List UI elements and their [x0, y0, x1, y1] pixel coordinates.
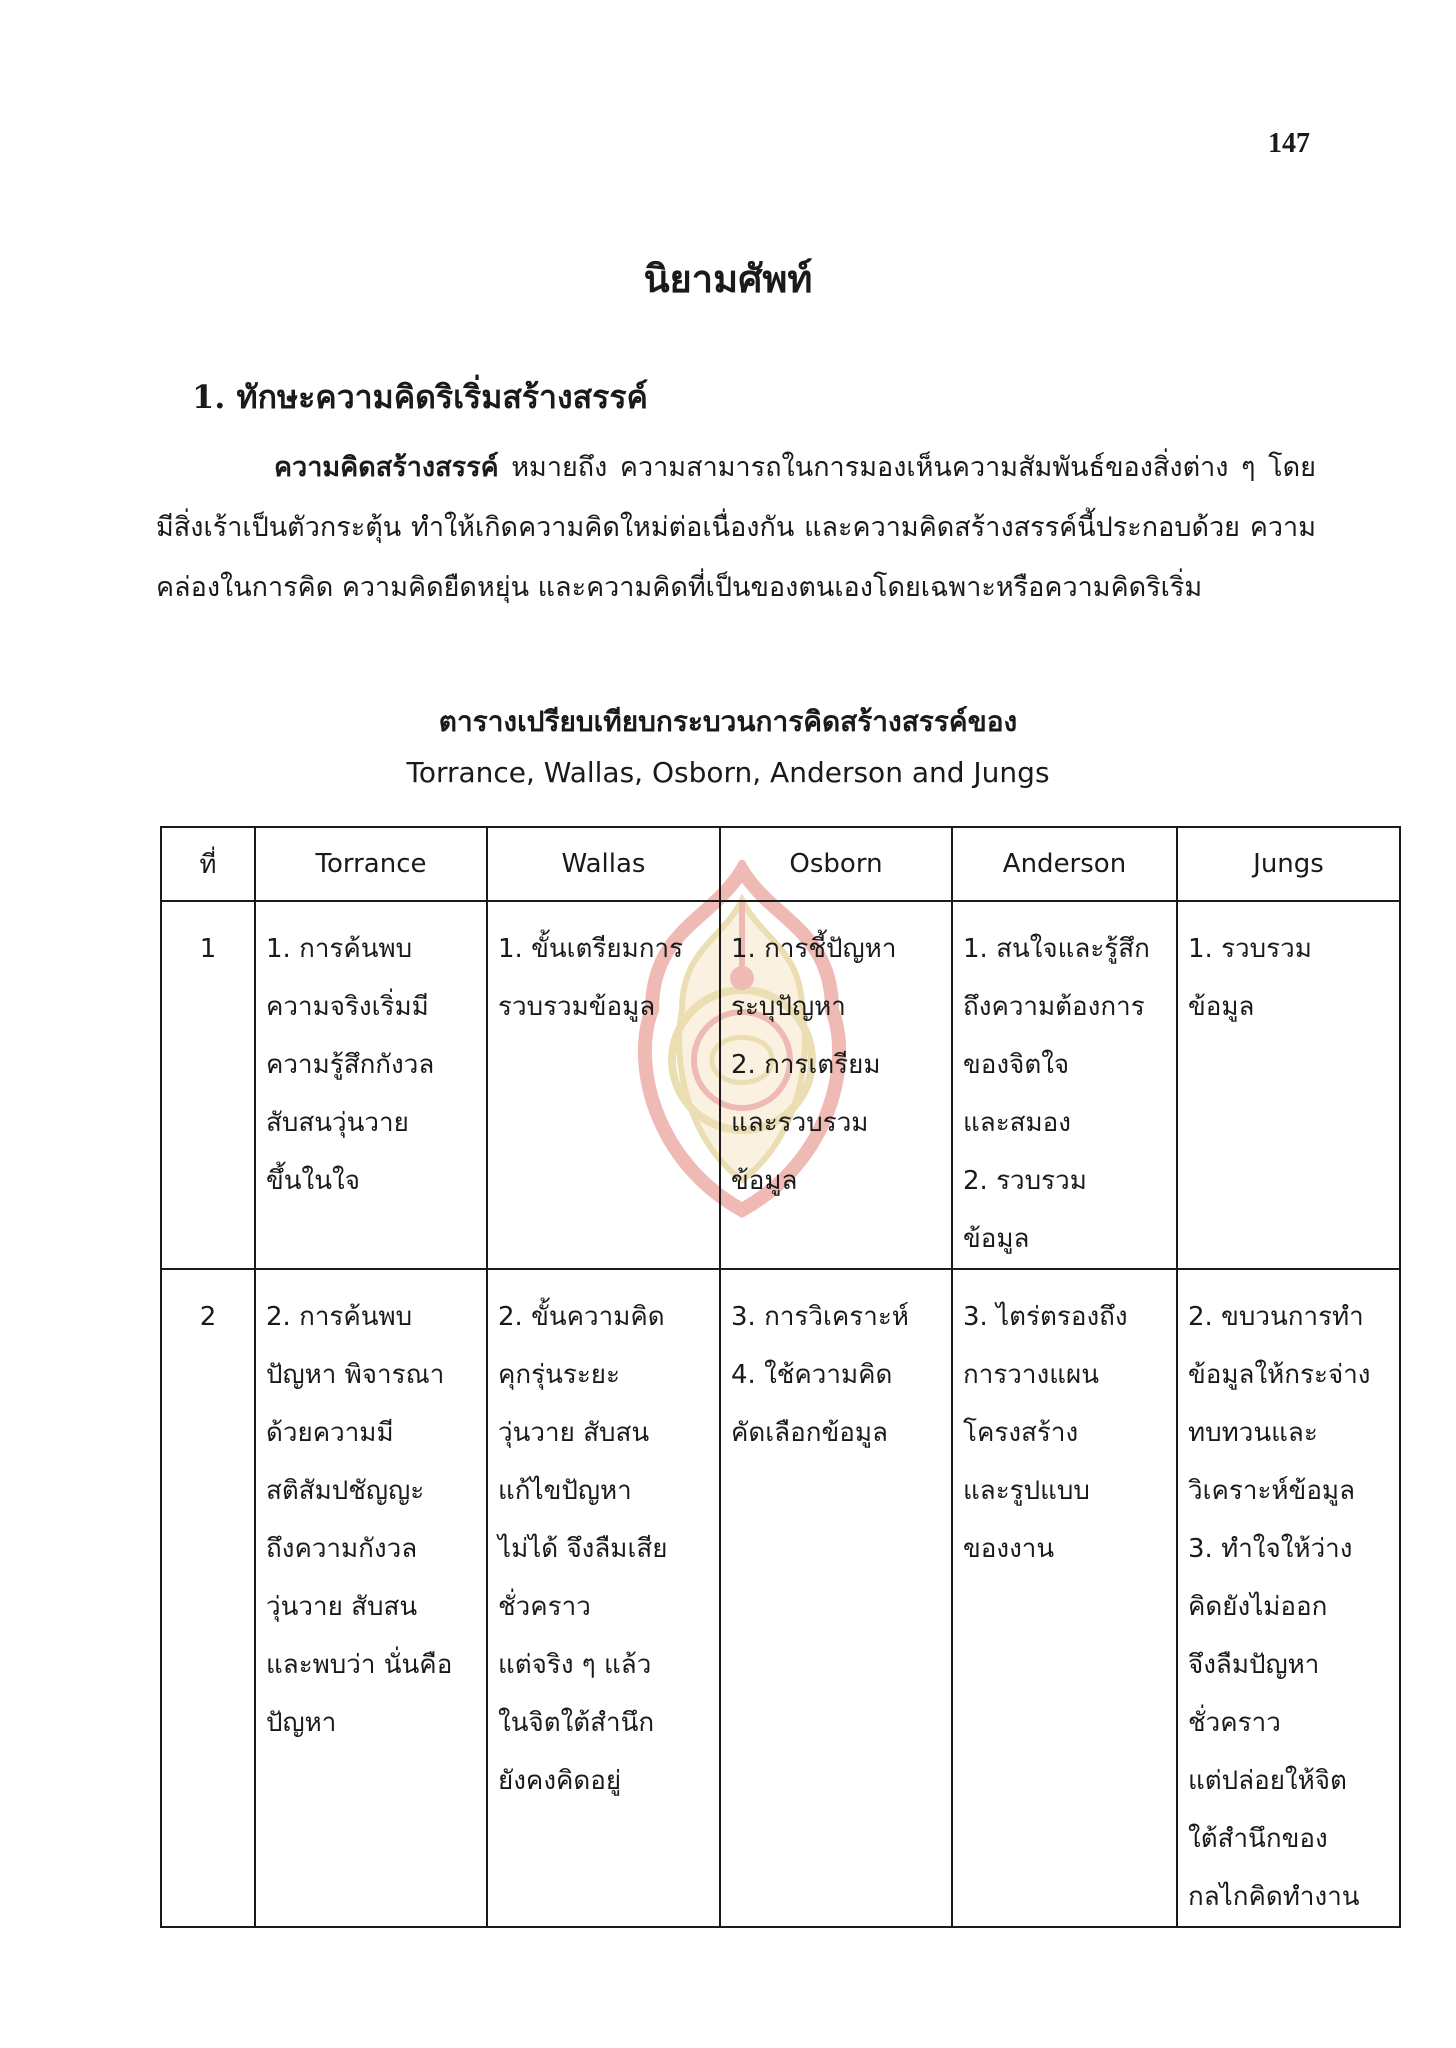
table-cell [255, 1269, 487, 1927]
definition-text: หมายถึง ความสามารถในการมองเห็นความสัมพันธ์ของสิ่งต่าง ๆ โดยมีสิ่งเร้าเป็นตัวกระตุ้น ทำให้เกิดความคิดใหม่ต่อเนื่องกัน และความคิดสร้างสรรค์นี้ประกอบด้วย ความคล่องในการคิด ความคิดยืดหยุ่น และความคิดที่เป็นของตนเองโดยเฉพาะหรือความคิดริเริ่ม [156, 452, 1316, 603]
cell-line: ทบทวนและ [1188, 1418, 1318, 1448]
column-header: Jungs [1177, 827, 1400, 901]
table-cell [720, 1269, 952, 1927]
cell-line: 3. การวิเคราะห์ [731, 1302, 909, 1332]
page-title: นิยามศัพท์ [643, 256, 813, 301]
table-cell [952, 1269, 1177, 1927]
cell-line: สับสนวุ่นวาย [266, 1108, 409, 1138]
cell-line: 1. ขั้นเตรียมการ [498, 934, 684, 964]
column-header: Anderson [952, 827, 1177, 901]
cell-line: กลไกคิดทำงาน [1188, 1882, 1360, 1912]
definition-term: ความคิดสร้างสรรค์ [274, 452, 499, 483]
page-number: 147 [1268, 128, 1310, 159]
section-heading: 1. ทักษะความคิดริเริ่มสร้างสรรค์ [192, 378, 648, 416]
row-number: 2 [161, 1269, 255, 1927]
cell-line: โครงสร้าง [963, 1418, 1079, 1448]
cell-line: 4. ใช้ความคิด [731, 1360, 893, 1390]
cell-line: 1. รวบรวม [1188, 934, 1312, 964]
cell-line: ปัญหา [266, 1708, 337, 1738]
cell-line: 2. การเตรียม [731, 1050, 881, 1080]
table-subcaption: Torrance, Wallas, Osborn, Anderson and Jungs [406, 756, 1050, 789]
cell-line: ชั่วคราว [1188, 1708, 1281, 1738]
cell-line: และรูปแบบ [963, 1476, 1090, 1506]
cell-line: ของจิตใจ [963, 1050, 1070, 1080]
column-header: ที่ [161, 827, 255, 901]
cell-line: ของงาน [963, 1534, 1055, 1564]
table-cell [255, 901, 487, 1269]
cell-line: ถึงความกังวล [266, 1534, 418, 1564]
table-row [161, 1269, 1400, 1927]
cell-line: ไม่ได้ จึงลืมเสีย [498, 1534, 668, 1564]
cell-line: ระบุปัญหา [731, 992, 846, 1022]
cell-line: วิเคราะห์ข้อมูล [1188, 1476, 1356, 1506]
cell-line: และสมอง [963, 1108, 1071, 1138]
cell-line: วุ่นวาย สับสน [498, 1418, 650, 1448]
cell-line: 2. ขั้นความคิด [498, 1302, 665, 1332]
cell-line: ในจิตใต้สำนึก [498, 1708, 655, 1738]
cell-line: ข้อมูล [963, 1224, 1030, 1254]
cell-line: การวางแผน [963, 1360, 1099, 1390]
cell-line: คิดยังไม่ออก [1188, 1592, 1328, 1622]
cell-line: ปัญหา พิจารณา [266, 1360, 445, 1390]
cell-line: ข้อมูลให้กระจ่าง [1188, 1360, 1371, 1390]
table-cell [720, 901, 952, 1269]
cell-line: ใต้สำนึกของ [1188, 1824, 1328, 1854]
table-header-row [161, 827, 1400, 901]
comparison-table [160, 826, 1401, 1928]
table-cell [487, 901, 720, 1269]
cell-line: แก้ไขปัญหา [498, 1476, 632, 1506]
cell-line: ข้อมูล [1188, 992, 1255, 1022]
column-header: Wallas [487, 827, 720, 901]
table-cell [487, 1269, 720, 1927]
cell-line: ขึ้นในใจ [266, 1166, 360, 1196]
column-header: Osborn [720, 827, 952, 901]
cell-line: ยังคงคิดอยู่ [498, 1766, 622, 1796]
table-cell [952, 901, 1177, 1269]
row-number: 1 [161, 901, 255, 1269]
cell-line: 3. ทำใจให้ว่าง [1188, 1534, 1353, 1564]
cell-line: จึงลืมปัญหา [1188, 1650, 1320, 1680]
table-cell [1177, 1269, 1400, 1927]
cell-line: 2. การค้นพบ [266, 1302, 413, 1332]
cell-line: คุกรุ่นระยะ [498, 1360, 621, 1390]
cell-line: 2. รวบรวม [963, 1166, 1087, 1196]
cell-line: คัดเลือกข้อมูล [731, 1418, 888, 1448]
column-header: Torrance [255, 827, 487, 901]
cell-line: วุ่นวาย สับสน [266, 1592, 418, 1622]
cell-line: 2. ขบวนการทำ [1188, 1302, 1364, 1332]
cell-line: 3. ไตร่ตรองถึง [963, 1302, 1128, 1332]
table-row [161, 901, 1400, 1269]
cell-line: สติสัมปชัญญะ [266, 1476, 425, 1506]
cell-line: ถึงความต้องการ [963, 992, 1145, 1022]
cell-line: แต่ปล่อยให้จิต [1188, 1766, 1347, 1796]
cell-line: 1. สนใจและรู้สึก [963, 934, 1150, 964]
table-caption: ตารางเปรียบเทียบกระบวนการคิดสร้างสรรค์ของ [438, 705, 1018, 738]
cell-line: ความจริงเริ่มมี [266, 992, 429, 1022]
cell-line: 1. การค้นพบ [266, 934, 413, 964]
cell-line: ข้อมูล [731, 1166, 798, 1196]
cell-line: และรวบรวม [731, 1108, 869, 1138]
cell-line: ความรู้สึกกังวล [266, 1050, 435, 1080]
cell-line: และพบว่า นั่นคือ [266, 1650, 453, 1680]
cell-line: รวบรวมข้อมูล [498, 992, 656, 1022]
cell-line: แต่จริง ๆ แล้ว [498, 1650, 652, 1680]
definition-paragraph [156, 438, 1316, 618]
cell-line: ด้วยความมี [266, 1418, 394, 1448]
cell-line: ชั่วคราว [498, 1592, 591, 1622]
table-cell [1177, 901, 1400, 1269]
cell-line: 1. การชี้ปัญหา [731, 934, 897, 964]
